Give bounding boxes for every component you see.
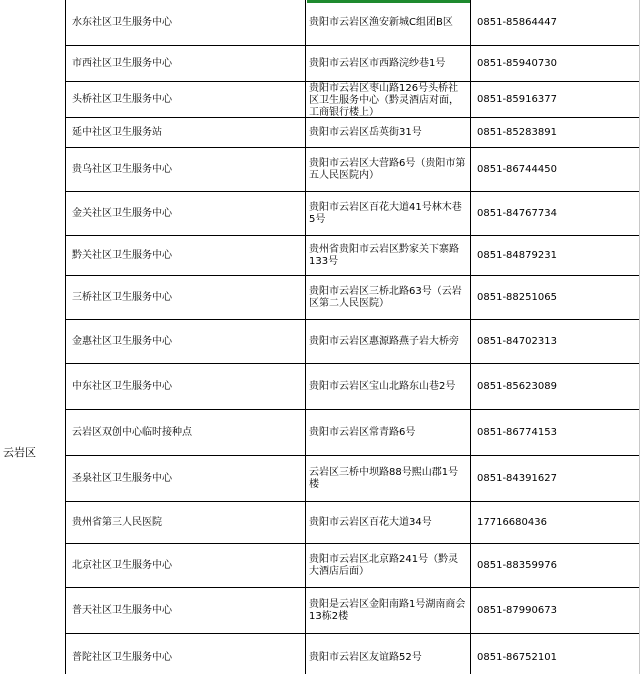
table-row[interactable] <box>66 118 640 148</box>
phone-cell[interactable]: 0851-84702313 <box>477 335 557 347</box>
table-row[interactable] <box>66 502 640 544</box>
center-name-cell[interactable]: 市西社区卫生服务中心 <box>66 46 306 81</box>
table-row[interactable] <box>66 364 640 410</box>
center-name-cell[interactable]: 圣泉社区卫生服务中心 <box>66 456 306 501</box>
phone-cell[interactable]: 17716680436 <box>477 516 547 528</box>
phone-cell[interactable]: 0851-85916377 <box>477 93 557 105</box>
center-name-cell[interactable]: 黔关社区卫生服务中心 <box>66 236 306 275</box>
center-name-cell[interactable]: 云岩区双创中心临时接种点 <box>66 410 306 455</box>
table-row[interactable] <box>66 192 640 236</box>
center-name-cell[interactable]: 头桥社区卫生服务中心 <box>66 82 306 117</box>
phone-cell[interactable]: 0851-84391627 <box>477 472 557 484</box>
center-name-cell[interactable]: 三桥社区卫生服务中心 <box>66 276 306 319</box>
phone-cell[interactable]: 0851-88359976 <box>477 559 557 571</box>
table-row[interactable] <box>66 236 640 276</box>
phone-cell[interactable]: 0851-86744450 <box>477 163 557 175</box>
table-row[interactable] <box>66 46 640 82</box>
center-name-cell[interactable]: 中东社区卫生服务中心 <box>66 364 306 409</box>
address-cell[interactable]: 贵阳市云岩区宝山北路东山巷2号 <box>306 364 471 409</box>
address-cell[interactable]: 贵阳市云岩区市西路浣纱巷1号 <box>306 46 471 81</box>
address-cell[interactable]: 贵阳市云岩区惠源路燕子岩大桥旁 <box>306 320 471 363</box>
phone-cell[interactable]: 0851-84767734 <box>477 207 557 219</box>
address-cell[interactable]: 贵州省贵阳市云岩区黔家关下寨路133号 <box>306 236 471 275</box>
phone-cell[interactable]: 0851-88251065 <box>477 291 557 303</box>
phone-cell[interactable]: 0851-87990673 <box>477 604 557 616</box>
phone-cell[interactable]: 0851-86774153 <box>477 426 557 438</box>
center-name-cell[interactable]: 普天社区卫生服务中心 <box>66 588 306 633</box>
phone-cell[interactable]: 0851-85283891 <box>477 126 557 138</box>
address-cell[interactable]: 贵阳市云岩区大营路6号（贵阳市第五人民医院内） <box>306 148 471 191</box>
address-cell[interactable]: 云岩区三桥中坝路88号熙山郡1号楼 <box>306 456 471 501</box>
address-cell[interactable]: 贵阳市云岩区常青路6号 <box>306 410 471 455</box>
table-row[interactable] <box>66 0 640 46</box>
phone-cell[interactable]: 0851-85864447 <box>477 16 557 28</box>
phone-cell[interactable]: 0851-85623089 <box>477 380 557 392</box>
center-name-cell[interactable]: 金惠社区卫生服务中心 <box>66 320 306 363</box>
address-cell[interactable]: 贵阳市云岩区岳英街31号 <box>306 118 471 147</box>
phone-cell[interactable]: 0851-84879231 <box>477 249 557 261</box>
table-row[interactable] <box>66 588 640 634</box>
address-cell[interactable]: 贵阳市云岩区友谊路52号 <box>306 634 471 674</box>
table-row[interactable] <box>66 544 640 588</box>
phone-cell[interactable]: 0851-85940730 <box>477 57 557 69</box>
center-name-cell[interactable]: 金关社区卫生服务中心 <box>66 192 306 235</box>
table-row[interactable] <box>66 148 640 192</box>
phone-cell[interactable]: 0851-86752101 <box>477 652 557 663</box>
table-row[interactable] <box>66 410 640 456</box>
district-label: 云岩区 <box>3 446 36 459</box>
center-name-cell[interactable]: 贵乌社区卫生服务中心 <box>66 148 306 191</box>
address-cell[interactable]: 贵阳市云岩区三桥北路63号（云岩区第二人民医院） <box>306 276 471 319</box>
center-name-cell[interactable]: 普陀社区卫生服务中心 <box>66 634 306 674</box>
table-row[interactable] <box>66 456 640 502</box>
table-row[interactable] <box>66 320 640 364</box>
table-row[interactable] <box>66 634 640 674</box>
address-cell[interactable]: 贵阳市云岩区渔安新城C组团B区 <box>306 0 471 45</box>
address-cell[interactable]: 贵阳市云岩区百花大道41号林木巷5号 <box>306 192 471 235</box>
table-row[interactable] <box>66 82 640 118</box>
center-name-cell[interactable]: 延中社区卫生服务站 <box>66 118 306 147</box>
district-merged-cell[interactable] <box>0 0 66 674</box>
center-name-cell[interactable]: 贵州省第三人民医院 <box>66 502 306 543</box>
center-name-cell[interactable]: 北京社区卫生服务中心 <box>66 544 306 587</box>
address-cell[interactable]: 贵阳市云岩区百花大道34号 <box>306 502 471 543</box>
table-row[interactable] <box>66 276 640 320</box>
center-name-cell[interactable]: 水东社区卫生服务中心 <box>66 0 306 45</box>
address-cell[interactable]: 贵阳是云岩区金阳南路1号湖南商会13栋2楼 <box>306 588 471 633</box>
address-cell[interactable]: 贵阳市云岩区北京路241号（黔灵大酒店后面） <box>306 544 471 587</box>
address-cell[interactable]: 贵阳市云岩区枣山路126号头桥社区卫生服务中心（黔灵酒店对面，工商银行楼上） <box>306 82 471 117</box>
